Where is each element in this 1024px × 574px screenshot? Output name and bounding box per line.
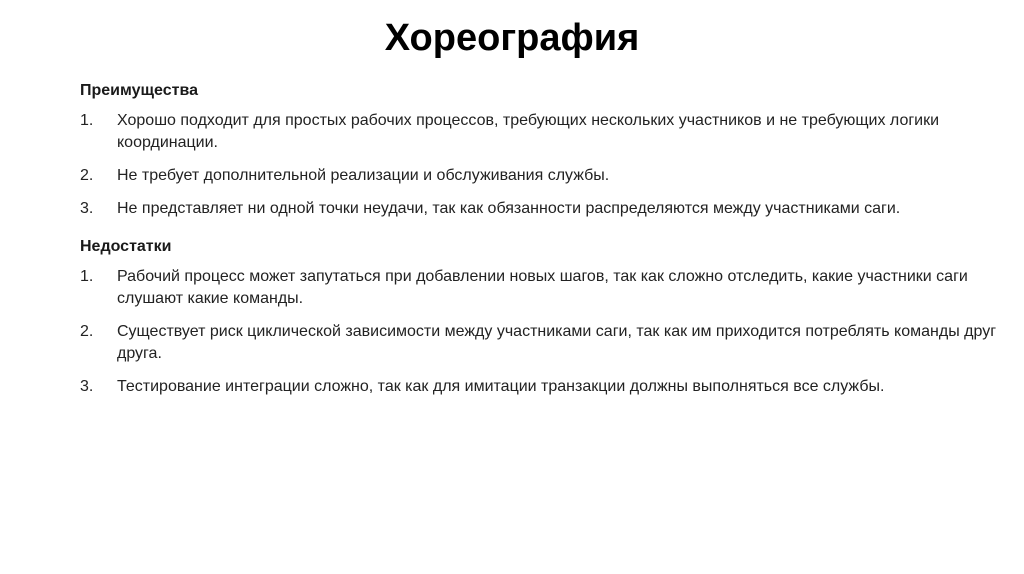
list-item-text: Существует риск циклической зависимости между участниками саги, так как им приходится потреблять команды друг друга.: [117, 323, 997, 362]
list-item: [80, 165, 1010, 187]
list-item-number: 2.: [80, 167, 94, 184]
list-item-text: Хорошо подходит для простых рабочих процессов, требующих нескольких участников и не требующих логики координации.: [117, 112, 940, 151]
disadvantages-heading: Недостатки: [80, 238, 172, 255]
disadvantages-list: [80, 266, 1010, 398]
list-item-text: Не представляет ни одной точки неудачи, так как обязанности распределяются между участниками саги.: [117, 200, 901, 217]
list-item-number: 3.: [80, 200, 94, 217]
list-item: [80, 266, 1010, 310]
list-item-number: 1.: [80, 112, 94, 129]
list-item-number: 2.: [80, 323, 94, 340]
list-item: [80, 321, 1010, 365]
slide-content: [80, 78, 1010, 398]
list-item: [80, 198, 1010, 220]
list-item: [80, 110, 1010, 154]
slide-title: Хореография: [384, 17, 640, 59]
advantages-heading: Преимущества: [80, 82, 198, 99]
list-item-number: 1.: [80, 268, 94, 285]
advantages-list: [80, 110, 1010, 220]
list-item-text: Тестирование интеграции сложно, так как для имитации транзакции должны выполняться все службы.: [117, 378, 885, 395]
list-item-text: Не требует дополнительной реализации и обслуживания службы.: [117, 167, 610, 184]
list-item: [80, 376, 1010, 398]
list-item-text: Рабочий процесс может запутаться при добавлении новых шагов, так как сложно отследить, какие участники саги слушают какие команды.: [117, 268, 968, 307]
list-item-number: 3.: [80, 378, 94, 395]
